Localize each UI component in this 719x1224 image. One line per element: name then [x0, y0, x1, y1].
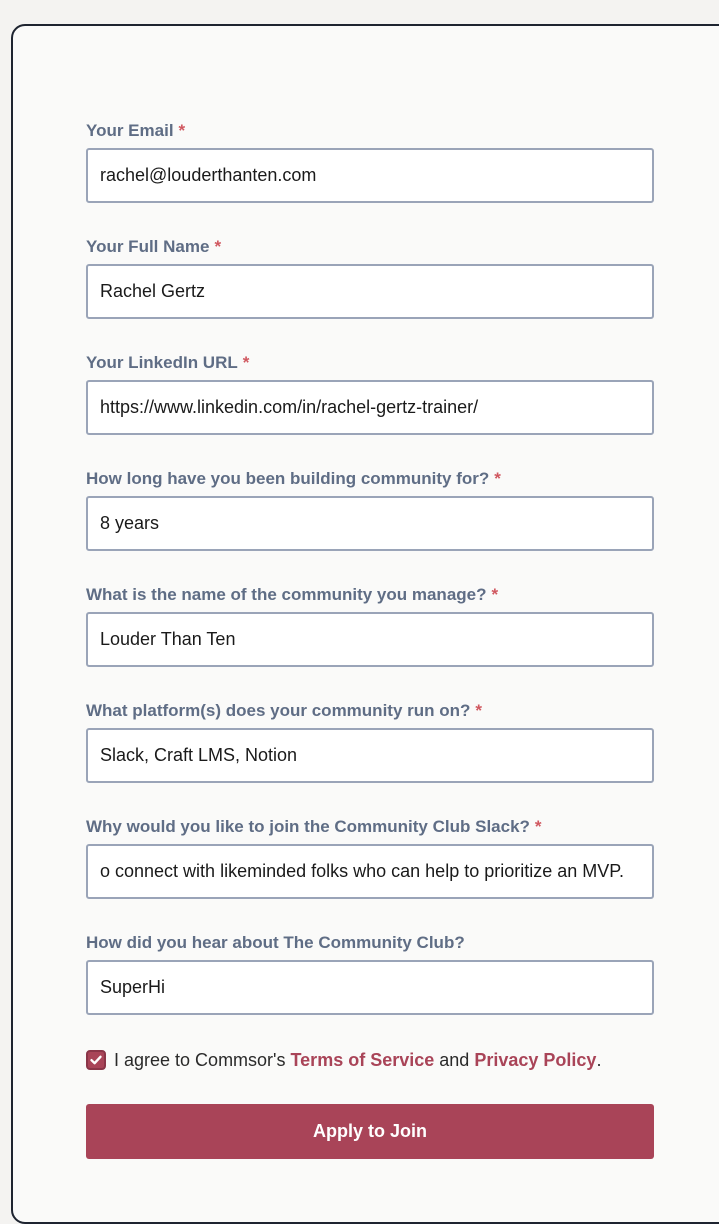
- required-mark: *: [491, 585, 499, 604]
- required-mark: *: [475, 701, 483, 720]
- community-duration-field-group: [86, 469, 654, 489]
- apply-to-join-button[interactable]: Apply to Join: [86, 1104, 654, 1159]
- terms-checkbox[interactable]: [86, 1050, 106, 1070]
- consent-conjunction: and: [439, 1049, 470, 1070]
- community-name-input[interactable]: [86, 612, 654, 667]
- full-name-field-group: [86, 237, 654, 257]
- required-mark: *: [494, 469, 501, 488]
- full-name-label: Your Full Name *: [86, 237, 222, 256]
- required-mark: *: [242, 353, 250, 372]
- referral-source-label: How did you hear about The Community Club?: [86, 933, 465, 952]
- platforms-label: What platform(s) does your community run on? *: [86, 701, 483, 720]
- email-field-group: [86, 121, 654, 141]
- consent-prefix: I agree to Commsor's: [114, 1049, 286, 1070]
- email-label: Your Email *: [86, 121, 186, 140]
- required-mark: *: [534, 817, 542, 836]
- referral-source-field-group: [86, 933, 654, 953]
- consent-suffix: .: [596, 1049, 602, 1070]
- terms-consent: [86, 1048, 601, 1072]
- platforms-input[interactable]: [86, 728, 654, 783]
- join-reason-label: Why would you like to join the Community Club Slack? *: [86, 817, 542, 836]
- community-name-field-group: [86, 585, 654, 605]
- full-name-input[interactable]: [86, 264, 654, 319]
- linkedin-field-group: [86, 353, 654, 373]
- check-icon: [89, 1053, 103, 1067]
- platforms-field-group: [86, 701, 654, 721]
- required-mark: *: [178, 121, 186, 140]
- email-input[interactable]: [86, 148, 654, 203]
- required-mark: *: [214, 237, 222, 256]
- community-name-label: What is the name of the community you manage? *: [86, 585, 499, 604]
- referral-source-input[interactable]: [86, 960, 654, 1015]
- privacy-policy-link[interactable]: Privacy Policy: [474, 1049, 597, 1070]
- join-reason-field-group: [86, 817, 654, 837]
- terms-of-service-link[interactable]: Terms of Service: [290, 1049, 435, 1070]
- linkedin-label: Your LinkedIn URL *: [86, 353, 250, 372]
- community-duration-label: How long have you been building community for? *: [86, 469, 501, 488]
- linkedin-url-input[interactable]: [86, 380, 654, 435]
- join-reason-input[interactable]: [86, 844, 654, 899]
- community-duration-input[interactable]: [86, 496, 654, 551]
